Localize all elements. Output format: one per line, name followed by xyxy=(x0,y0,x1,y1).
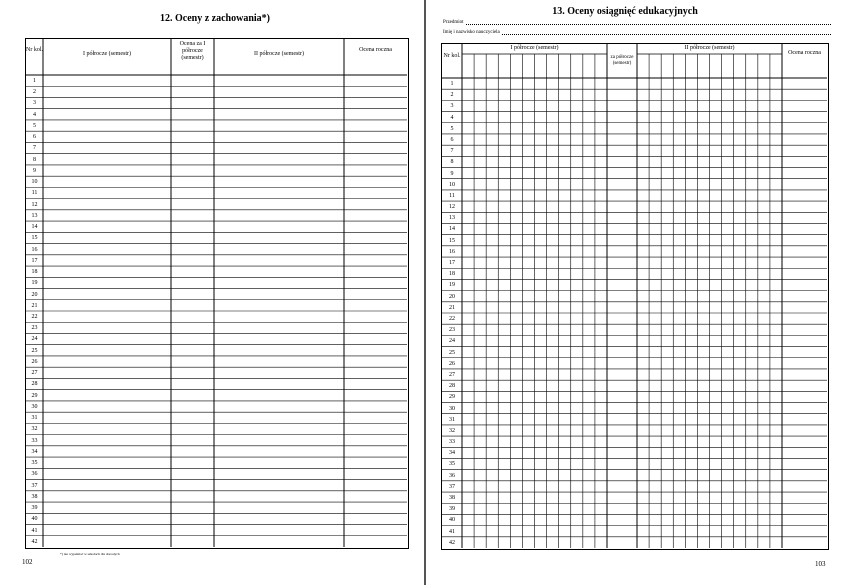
right-row-number-32: 32 xyxy=(449,427,455,434)
right-row-number-23: 23 xyxy=(449,327,455,334)
right-row-number-5: 5 xyxy=(450,125,454,132)
right-row-number-31: 31 xyxy=(449,416,455,423)
left-row-number-14: 14 xyxy=(31,224,38,231)
header-grade-semester1: za półrocze (semestr) xyxy=(610,55,634,66)
right-row-number-1: 1 xyxy=(450,81,454,87)
page-number-left: 102 xyxy=(22,558,33,566)
left-row-number-9: 9 xyxy=(33,167,36,174)
left-row-number-22: 22 xyxy=(31,314,38,320)
left-row-number-41: 41 xyxy=(31,527,38,534)
teacher-label: Imię i nazwisko nauczyciela xyxy=(443,30,500,35)
right-row-number-36: 36 xyxy=(449,472,455,479)
right-row-number-25: 25 xyxy=(449,349,455,356)
right-row-number-18: 18 xyxy=(449,271,455,278)
left-row-number-34: 34 xyxy=(31,448,38,455)
left-row-number-29: 29 xyxy=(31,392,38,399)
left-row-number-42: 42 xyxy=(31,538,38,545)
right-row-number-42: 42 xyxy=(449,539,455,546)
subject-label: Przedmiot xyxy=(443,20,464,25)
right-row-number-30: 30 xyxy=(449,405,455,412)
header-annual: Ocena roczna xyxy=(788,50,821,56)
left-row-number-18: 18 xyxy=(31,269,38,276)
right-row-number-33: 33 xyxy=(449,439,455,446)
behavior-grid-lines xyxy=(26,39,407,547)
left-row-number-12: 12 xyxy=(31,201,38,208)
teacher-field[interactable] xyxy=(443,28,831,37)
right-row-number-6: 6 xyxy=(450,136,454,143)
left-row-number-35: 35 xyxy=(31,460,38,467)
left-row-number-31: 31 xyxy=(31,415,38,422)
right-row-number-34: 34 xyxy=(449,450,455,457)
left-row-number-26: 26 xyxy=(31,358,38,365)
left-row-number-24: 24 xyxy=(31,336,38,343)
header-nr: Nr kol. xyxy=(443,53,461,59)
left-row-number-15: 15 xyxy=(31,235,38,242)
left-row-number-1: 1 xyxy=(33,78,36,84)
right-row-number-9: 9 xyxy=(450,170,454,177)
left-row-number-8: 8 xyxy=(33,156,36,163)
left-row-number-38: 38 xyxy=(31,493,38,500)
right-row-number-3: 3 xyxy=(450,103,454,110)
right-page xyxy=(425,0,850,585)
header-nr: Nr kol. xyxy=(26,47,43,53)
footnote: *) nie wypełniać w szkołach dla dorosłych xyxy=(60,552,120,556)
right-row-number-21: 21 xyxy=(449,304,455,311)
right-row-number-15: 15 xyxy=(449,237,455,244)
achievement-grid-lines xyxy=(442,44,827,548)
left-row-number-25: 25 xyxy=(31,347,38,354)
right-row-number-17: 17 xyxy=(449,260,455,267)
right-row-number-39: 39 xyxy=(449,506,455,513)
header-semester2: II półrocze (semestr) xyxy=(684,45,735,51)
right-row-number-28: 28 xyxy=(449,383,455,390)
left-row-number-28: 28 xyxy=(31,381,38,388)
left-row-number-32: 32 xyxy=(31,426,38,433)
right-row-number-14: 14 xyxy=(449,226,455,233)
achievement-grades-title: 13. Oceny osiągnięć edukacyjnych xyxy=(552,6,698,17)
left-row-number-19: 19 xyxy=(31,280,38,287)
left-row-number-30: 30 xyxy=(31,403,38,410)
left-row-number-23: 23 xyxy=(31,325,38,332)
behavior-grades-title: 12. Oceny z zachowania*) xyxy=(160,13,270,24)
right-row-number-35: 35 xyxy=(449,461,455,468)
right-row-number-29: 29 xyxy=(449,394,455,401)
left-row-number-20: 20 xyxy=(31,291,38,298)
right-row-number-10: 10 xyxy=(449,181,455,188)
right-row-number-13: 13 xyxy=(449,215,455,222)
left-row-number-27: 27 xyxy=(31,370,38,377)
left-row-number-5: 5 xyxy=(33,122,36,129)
left-row-number-6: 6 xyxy=(33,134,36,141)
subject-field[interactable] xyxy=(443,18,831,27)
left-row-number-2: 2 xyxy=(33,89,36,96)
header-grade-semester1: Ocena za I półrocze (semestr) xyxy=(179,41,206,61)
left-row-number-21: 21 xyxy=(31,302,38,309)
right-row-number-20: 20 xyxy=(449,293,455,300)
right-row-number-37: 37 xyxy=(449,483,455,490)
right-row-number-16: 16 xyxy=(449,248,455,255)
right-row-number-27: 27 xyxy=(449,371,455,378)
header-semester2: II półrocze (semestr) xyxy=(254,51,304,57)
left-row-number-3: 3 xyxy=(33,100,36,107)
right-row-number-8: 8 xyxy=(450,159,454,166)
left-row-number-4: 4 xyxy=(33,111,36,118)
page-number-right: 103 xyxy=(815,560,826,568)
left-row-number-13: 13 xyxy=(31,212,38,219)
left-row-number-16: 16 xyxy=(31,246,38,253)
right-row-number-26: 26 xyxy=(449,360,455,367)
right-row-number-40: 40 xyxy=(449,517,455,524)
right-row-number-4: 4 xyxy=(450,114,454,121)
left-row-number-10: 10 xyxy=(31,179,38,186)
right-row-number-38: 38 xyxy=(449,495,455,502)
header-semester1: I półrocze (semestr) xyxy=(510,45,559,51)
header-annual: Ocena roczna xyxy=(359,47,392,53)
right-row-number-19: 19 xyxy=(449,282,455,289)
right-row-number-7: 7 xyxy=(450,148,454,155)
right-row-number-24: 24 xyxy=(449,338,455,345)
right-row-number-11: 11 xyxy=(449,192,455,199)
right-row-number-2: 2 xyxy=(450,92,454,99)
left-row-number-40: 40 xyxy=(31,516,38,523)
header-semester1: I półrocze (semestr) xyxy=(83,51,131,57)
right-row-number-22: 22 xyxy=(449,316,455,322)
right-row-number-41: 41 xyxy=(449,528,455,535)
left-row-number-37: 37 xyxy=(31,482,38,489)
left-row-number-39: 39 xyxy=(31,505,38,512)
achievement-grades-table xyxy=(441,43,829,550)
left-row-number-7: 7 xyxy=(33,145,36,152)
left-row-number-33: 33 xyxy=(31,437,38,444)
left-row-number-11: 11 xyxy=(31,190,38,197)
right-row-number-12: 12 xyxy=(449,204,455,211)
left-row-number-36: 36 xyxy=(31,471,38,478)
left-row-number-17: 17 xyxy=(31,257,38,264)
behavior-grades-table xyxy=(25,38,409,549)
